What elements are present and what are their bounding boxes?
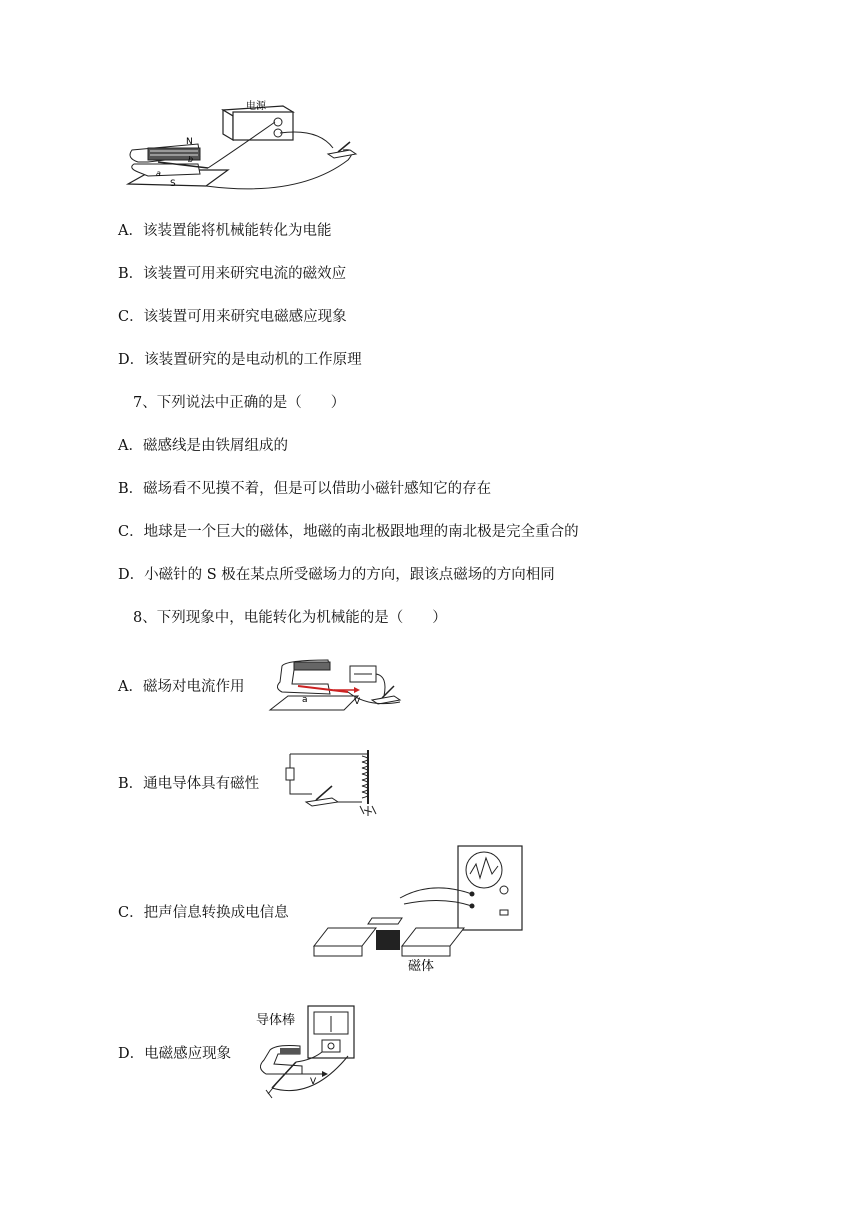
q7-option-a: A．磁感线是由铁屑组成的 xyxy=(118,438,288,454)
q8-option-c-figure xyxy=(312,840,532,976)
q7-option-c: C．地球是一个巨大的磁体，地磁的南北极跟地理的南北极是完全重合的 xyxy=(118,524,579,540)
b-label: b xyxy=(188,155,194,164)
q6-option-c: C．该装置可用来研究电磁感应现象 xyxy=(118,309,347,325)
q8a-v-label: V xyxy=(354,697,361,707)
q8a-a-label: a xyxy=(302,695,308,705)
q8-stem: 8、下列现象中，电能转化为机械能的是（ ） xyxy=(133,610,447,626)
q6-option-d: D．该装置研究的是电动机的工作原理 xyxy=(118,352,362,368)
a-label: a xyxy=(156,169,161,178)
magnet-label: 磁体 xyxy=(408,959,435,974)
q7-option-d: D．小磁针的 S 极在某点所受磁场力的方向，跟该点磁场的方向相同 xyxy=(118,567,555,583)
q7-stem: 7、下列说法中正确的是（ ） xyxy=(133,395,346,411)
s-pole-label: S xyxy=(170,179,176,189)
q8-option-c-label: C．把声信息转换成电信息 xyxy=(118,905,289,921)
q8-option-d-figure xyxy=(252,1004,362,1104)
q8-option-b-figure xyxy=(282,744,392,820)
q6-figure xyxy=(118,98,368,196)
q7-option-b: B．磁场看不见摸不着，但是可以借助小磁针感知它的存在 xyxy=(118,481,492,497)
q6-option-a: A．该装置能将机械能转化为电能 xyxy=(118,223,332,239)
q8-option-b-label: B．通电导体具有磁性 xyxy=(118,776,260,792)
q8-option-d-label: D．电磁感应现象 xyxy=(118,1046,232,1062)
q8d-v-label: V xyxy=(310,1077,317,1087)
n-pole-label: N xyxy=(186,137,193,147)
q8-option-a-figure xyxy=(268,652,418,714)
q8-option-a-label: A．磁场对电流作用 xyxy=(118,679,245,695)
conductor-rod-label: 导体棒 xyxy=(256,1013,296,1028)
power-label: 电源 xyxy=(246,101,266,112)
switch-icon xyxy=(328,142,356,158)
q6-option-b: B．该装置可用来研究电流的磁效应 xyxy=(118,266,347,282)
